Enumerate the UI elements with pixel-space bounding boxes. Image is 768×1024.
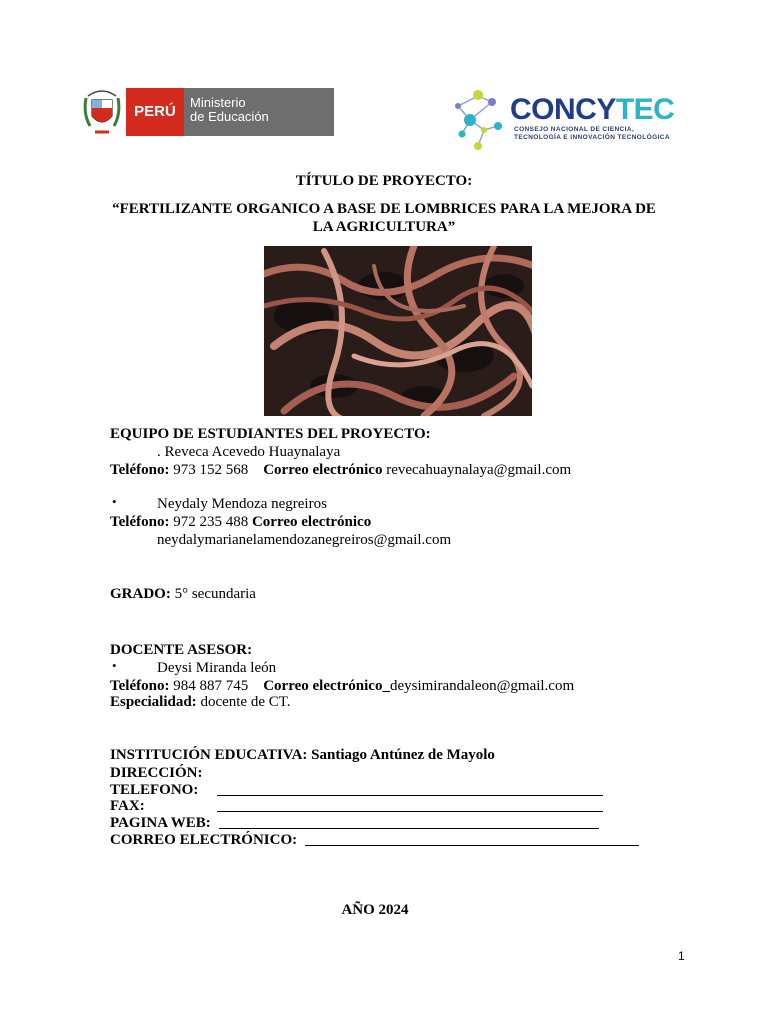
peru-coat-of-arms-icon bbox=[82, 88, 122, 136]
email-label: Correo electrónico bbox=[263, 462, 383, 478]
concytec-subtitle-line-1: CONSEJO NACIONAL DE CIENCIA, bbox=[514, 126, 635, 133]
student-1-email: revecahuaynalaya@gmail.com bbox=[386, 462, 572, 478]
title-label: TÍTULO DE PROYECTO: bbox=[295, 173, 473, 189]
project-title-line-1: “FERTILIZANTE ORGANICO A BASE DE LOMBRICES PARA LA MEJORA DE bbox=[112, 201, 656, 217]
team-heading bbox=[110, 426, 431, 443]
advisor-heading: DOCENTE ASESOR: bbox=[110, 642, 253, 658]
student-1-name: . Reveca Acevedo Huaynalaya bbox=[157, 444, 341, 460]
team-heading-text: EQUIPO DE ESTUDIANTES DEL PROYECTO bbox=[110, 426, 426, 442]
earthworms-photo bbox=[264, 246, 532, 416]
concytec-subtitle-line-2: TECNOLOGÍA E INNOVACIÓN TECNOLÓGICA bbox=[514, 134, 670, 141]
advisor-phone: 984 887 745 bbox=[173, 678, 249, 694]
student-1-contact bbox=[110, 462, 571, 479]
page-number: 1 bbox=[678, 949, 685, 963]
ministry-line-1: Ministerio bbox=[190, 95, 246, 110]
grade-value: 5° secundaria bbox=[174, 586, 256, 602]
advisor-email: deysimirandaleon@gmail.com bbox=[389, 678, 575, 694]
advisor-name: Deysi Miranda león bbox=[157, 660, 277, 676]
institution-row bbox=[110, 747, 495, 764]
specialty-label: Especialidad: bbox=[110, 694, 197, 710]
bullet-dot-icon: • bbox=[112, 658, 117, 673]
bullet-dot-icon: • bbox=[112, 494, 117, 509]
ministry-line-2: de Educación bbox=[190, 109, 269, 124]
email-label: Correo electrónico bbox=[251, 514, 372, 530]
specialty-value: docente de CT. bbox=[200, 694, 291, 710]
student-2-name: Neydaly Mendoza negreiros bbox=[157, 496, 327, 512]
phone-label: Teléfono: bbox=[110, 462, 170, 478]
student-1-phone: 973 152 568 bbox=[173, 462, 249, 478]
advisor-specialty bbox=[110, 694, 291, 711]
team-heading-colon: : bbox=[425, 426, 431, 442]
fax-label: FAX: bbox=[110, 798, 145, 814]
fax-blank-line bbox=[217, 799, 603, 812]
web-label: PAGINA WEB: bbox=[110, 815, 211, 831]
mail-blank-line bbox=[305, 833, 639, 846]
student-2-email: neydalymarianelamendozanegreiros@gmail.com bbox=[157, 532, 452, 548]
student-2-phone: 972 235 488 bbox=[173, 514, 249, 530]
phone-label: Teléfono: bbox=[110, 514, 170, 530]
network-nodes-icon bbox=[448, 86, 512, 152]
tel-label: TELEFONO: bbox=[110, 782, 199, 798]
student-2-contact bbox=[110, 514, 371, 531]
project-title-line-2: LA AGRICULTURA” bbox=[312, 219, 456, 235]
year-label: AÑO 2024 bbox=[341, 902, 409, 918]
email-separator: _ bbox=[382, 678, 390, 694]
ministry-name bbox=[184, 88, 334, 136]
peru-label: PERÚ bbox=[126, 88, 184, 136]
address-label: DIRECCIÓN: bbox=[110, 765, 203, 781]
concytec-name bbox=[510, 94, 674, 126]
phone-label: Teléfono: bbox=[110, 678, 170, 694]
institution-label: INSTITUCIÓN EDUCATIVA: bbox=[110, 747, 308, 763]
web-blank-line bbox=[219, 816, 599, 829]
grade-row bbox=[110, 586, 256, 603]
concytec-subtitle bbox=[514, 126, 670, 142]
grade-label: GRADO: bbox=[110, 586, 171, 602]
concytec-logo bbox=[448, 86, 688, 152]
email-label: Correo electrónico bbox=[263, 678, 383, 694]
institution-value: Santiago Antúnez de Mayolo bbox=[311, 747, 495, 763]
tel-blank-line bbox=[217, 783, 603, 796]
concytec-wordmark: CONCYTEC bbox=[510, 93, 675, 126]
minedu-logo bbox=[82, 88, 334, 136]
advisor-contact bbox=[110, 678, 574, 695]
mail-label: CORREO ELECTRÓNICO: bbox=[110, 832, 298, 848]
